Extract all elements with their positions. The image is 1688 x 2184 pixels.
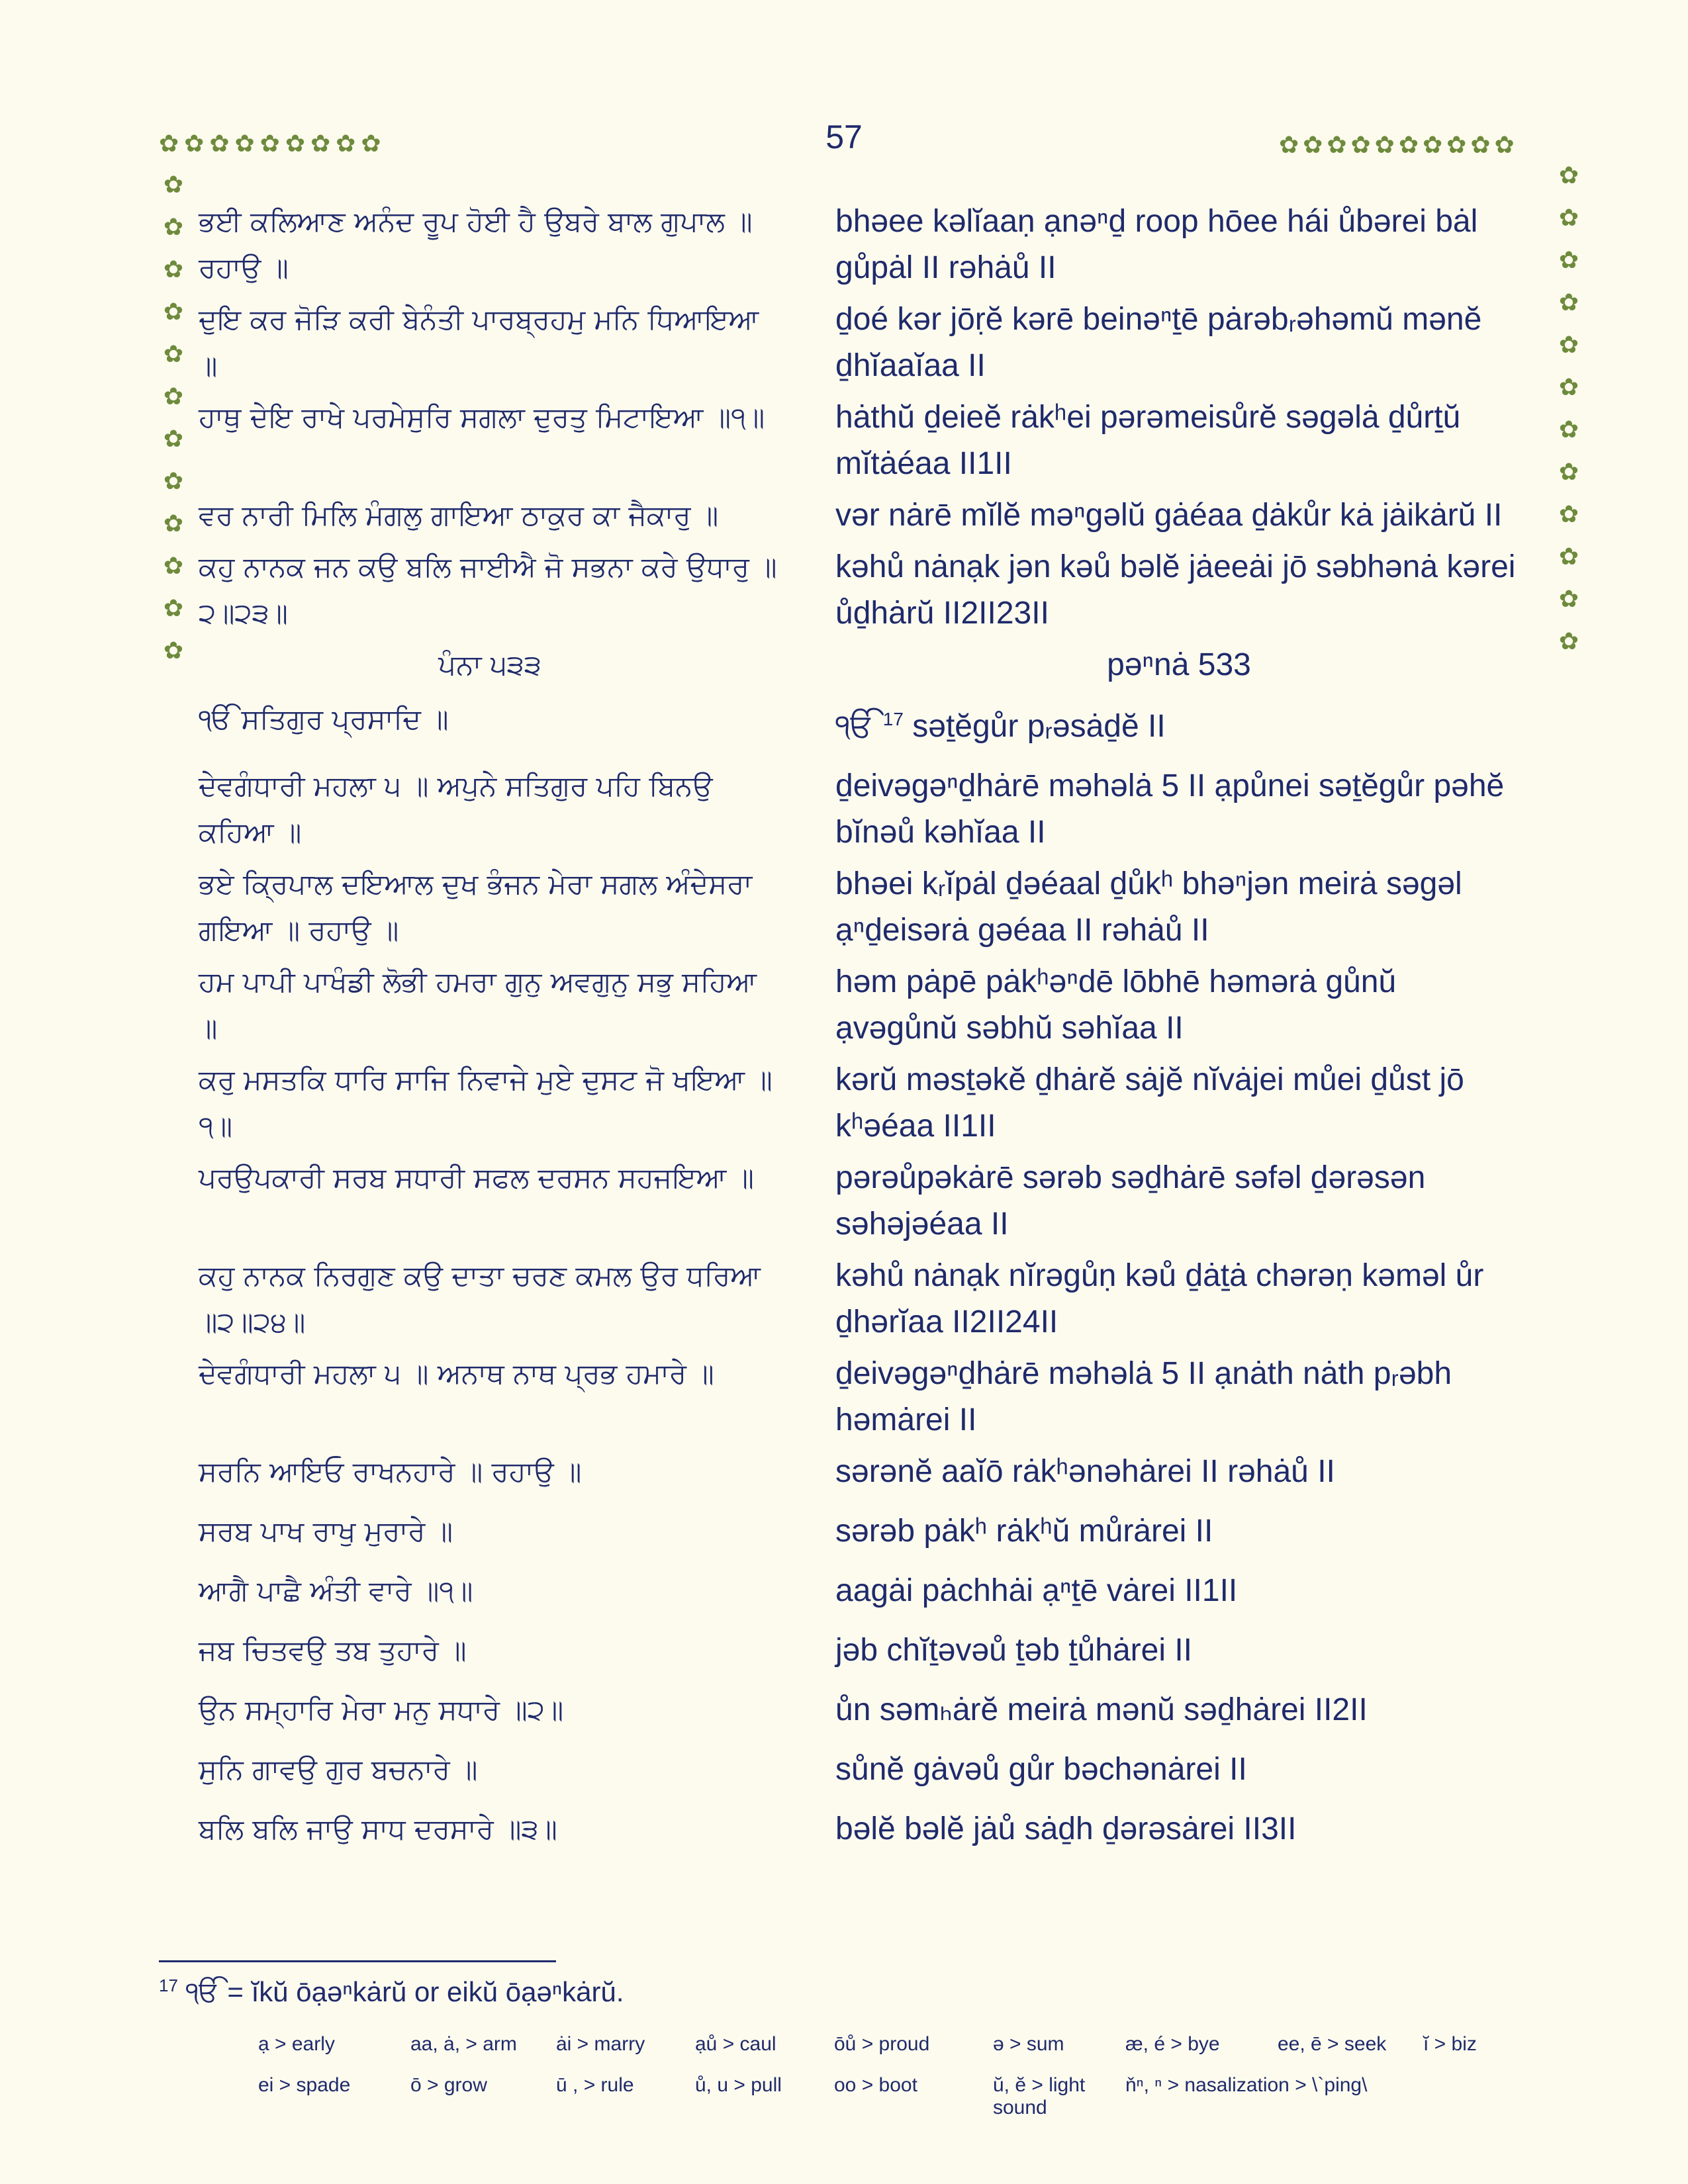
transliteration-line: aagȧi pȧchhȧi ạⁿṯē vȧrei II1II: [835, 1573, 1238, 1608]
verse-row: [199, 1687, 1529, 1733]
transliteration-line: sərəb pȧkʰ rȧkʰŭ můrȧrei II: [835, 1514, 1213, 1549]
verse-row: [199, 861, 1529, 954]
key-entry: ĭ > biz: [1423, 2033, 1477, 2055]
pronunciation-key-row-1: [258, 2033, 1516, 2056]
top-left-flower-ornament: ✿✿✿✿✿✿✿✿✿: [159, 130, 387, 158]
footnote: [159, 1976, 1549, 2009]
verse-row: [199, 763, 1529, 856]
transliteration-line: [781, 696, 1523, 750]
transliteration-line: həm pȧpē pȧkʰəⁿdē lōbhē həmərȧ gůnŭ ạvəgůnŭ səbhŭ səhĭaa II: [835, 964, 1397, 1046]
gurmukhi-line: ਹਾਥੁ ਦੇਇ ਰਾਖੇ ਪਰਮੇਸੁਰਿ ਸਗਲਾ ਦੁਰਤੁ ਮਿਟਾਇਆ ॥੧॥: [199, 401, 765, 433]
pronunciation-key-row-2: [258, 2074, 1516, 2119]
transliteration-line: sůnĕ gȧvəů gůr bəchənȧrei II: [835, 1752, 1247, 1787]
transliteration-line: ḏeivəgəⁿḏhȧrē məhəlȧ 5 II ạpůnei səṯĕgůr pəhĕ bĭnəů kəhĭaa II: [835, 768, 1505, 850]
verse-row: [199, 199, 1529, 291]
verse-row: [199, 1568, 1529, 1614]
key-entry: ŭ, ĕ > light sound: [993, 2074, 1086, 2118]
footnote-reference[interactable]: 17: [882, 709, 904, 729]
verse-row: [199, 1057, 1529, 1150]
gurmukhi-line: ਦੁਇ ਕਰ ਜੋੜਿ ਕਰੀ ਬੇਨੰਤੀ ਪਾਰਬ੍ਰਹਮੁ ਮਨਿ ਧਿਆਇਆ ॥: [199, 303, 759, 382]
verse-row: [199, 1449, 1529, 1495]
verse-row: [199, 544, 1529, 637]
transliteration-text: səṯĕgůr pᵣəsȧḏĕ II: [903, 709, 1166, 744]
transliteration-line: kəhů nȧnạk jən kəů bəlĕ jȧeeȧi jō səbhənȧ kərei ůḏhȧrŭ II2II23II: [835, 549, 1516, 631]
key-entry: ō > grow: [410, 2074, 487, 2096]
transliteration-line: bhəei kᵣĭpȧl ḏəéaal ḏůkʰ bhəⁿjən meirȧ səgəl ạⁿḏeisərȧ gəéaa II rəhȧů II: [835, 866, 1462, 948]
page-number: 57: [825, 118, 863, 156]
left-flower-border: ✿ ✿ ✿ ✿ ✿ ✿ ✿ ✿ ✿ ✿ ✿ ✿: [163, 171, 184, 664]
gurmukhi-line: ਕਰੁ ਮਸਤਕਿ ਧਾਰਿ ਸਾਜਿ ਨਿਵਾਜੇ ਮੁਏ ਦੁਸਟ ਜੋ ਖਇਆ ॥੧॥: [199, 1064, 773, 1142]
gurmukhi-line: ਬਲਿ ਬਲਿ ਜਾਉ ਸਾਧ ਦਰਸਾਰੇ ॥੩॥: [199, 1813, 557, 1845]
gurmukhi-line: ਸਰਨਿ ਆਇਓ ਰਾਖਨਹਾਰੇ ॥ ਰਹਾਉ ॥: [199, 1455, 582, 1488]
verse-row: [199, 492, 1529, 539]
transliteration-line: sərənĕ aaĭō rȧkʰənəhȧrei II rəhȧů II: [835, 1454, 1335, 1489]
right-flower-border: ✿ ✿ ✿ ✿ ✿ ✿ ✿ ✿ ✿ ✿ ✿ ✿: [1558, 162, 1579, 655]
gurmukhi-line: ਭਏ ਕ੍ਰਿਪਾਲ ਦਇਆਲ ਦੁਖ ਭੰਜਨ ਮੇਰਾ ਸਗਲ ਅੰਦੇਸਰਾ ਗਇਆ ॥ ਰਹਾਉ ॥: [199, 868, 753, 946]
gurmukhi-line: ਉਨ ਸਮ੍ਹਾਰਿ ਮੇਰਾ ਮਨੁ ਸਧਾਰੇ ॥੨॥: [199, 1694, 564, 1726]
verse-row: [199, 1627, 1529, 1674]
footnote-marker: 17: [159, 1976, 178, 1995]
verse-row: [199, 296, 1529, 389]
gurmukhi-line: ਕਹੁ ਨਾਨਕ ਜਨ ਕਉ ਬਲਿ ਜਾਈਐ ਜੋ ਸਭਨਾ ਕਰੇ ਉਧਾਰੁ ॥੨॥੨੩॥: [199, 551, 777, 629]
key-entry: ů, u > pull: [695, 2074, 782, 2096]
key-entry: aa, ȧ, > arm: [410, 2033, 517, 2055]
key-entry: ạů > caul: [695, 2033, 776, 2055]
key-entry: ei > spade: [258, 2074, 351, 2096]
verse-row: [199, 1508, 1529, 1555]
gurmukhi-line: ਜਬ ਚਿਤਵਉ ਤਬ ਤੁਹਾਰੇ ॥: [199, 1634, 467, 1666]
key-entry: ňⁿ, ⁿ > nasalization > \`ping\: [1125, 2074, 1368, 2096]
footnote-divider: [159, 1960, 556, 1962]
gurmukhi-line: ਆਗੈ ਪਾਛੈ ਅੰਤੀ ਵਾਰੇ ॥੧॥: [199, 1574, 473, 1607]
gurmukhi-line: ਭਈ ਕਲਿਆਣ ਅਨੰਦ ਰੂਪ ਹੋਈ ਹੈ ਉਬਰੇ ਬਾਲ ਗੁਪਾਲ ॥ ਰਹਾਉ ॥: [199, 205, 753, 284]
verse-content: [199, 199, 1529, 1866]
panna-transliteration: pəⁿnȧ 533: [1107, 647, 1251, 682]
gurmukhi-line: ਸਰਬ ਪਾਖ ਰਾਖੁ ਮੁਰਾਰੇ ॥: [199, 1515, 453, 1547]
transliteration-line: hȧthŭ ḏeieĕ rȧkʰei pərəmeisůrĕ səgəlȧ ḏůrṯŭ mĭtȧéaa II1II: [835, 400, 1461, 481]
ik-onkar-symbol: ੴ: [835, 709, 874, 744]
gurmukhi-line: ਦੇਵਗੰਧਾਰੀ ਮਹਲਾ ੫ ॥ ਅਪੁਨੇ ਸਤਿਗੁਰ ਪਹਿ ਬਿਨਉ ਕਹਿਆ ॥: [199, 770, 713, 848]
key-entry: ōů > proud: [834, 2033, 930, 2055]
verse-row: [199, 696, 1529, 750]
key-entry: ū , > rule: [556, 2074, 634, 2096]
transliteration-line: ůn səmₕȧrĕ meirȧ mənŭ səḏhȧrei II2II: [835, 1692, 1368, 1727]
key-entry: ə > sum: [993, 2033, 1064, 2055]
page-marker-row: [199, 642, 1529, 688]
transliteration-line: pərəůpəkȧrē sərəb səḏhȧrē səfəl ḏərəsən səhəjəéaa II: [835, 1160, 1426, 1242]
transliteration-line: ḏeivəgəⁿḏhȧrē məhəlȧ 5 II ạnȧth nȧth pᵣəbh həmȧrei II: [835, 1356, 1452, 1437]
verse-row: [199, 1253, 1529, 1345]
verse-row: [199, 1155, 1529, 1248]
verse-row: [199, 394, 1529, 487]
key-entry: ee, ē > seek: [1278, 2033, 1387, 2055]
key-entry: ȧi > marry: [556, 2033, 645, 2055]
gurmukhi-line: ਸੁਨਿ ਗਾਵਉ ਗੁਰ ਬਚਨਾਰੇ ॥: [199, 1753, 478, 1786]
footnote-text: ੴ = ĭkŭ ōạəⁿkȧrŭ or eikŭ ōạəⁿkȧrŭ.: [185, 1976, 624, 2007]
top-right-flower-ornament: ✿✿✿✿✿✿✿✿✿✿: [1279, 132, 1519, 159]
key-entry: æ, é > bye: [1125, 2033, 1220, 2055]
gurmukhi-line: ਦੇਵਗੰਧਾਰੀ ਮਹਲਾ ੫ ॥ ਅਨਾਥ ਨਾਥ ਪ੍ਰਭ ਹਮਾਰੇ ॥: [199, 1357, 714, 1390]
gurmukhi-line: ਕਹੁ ਨਾਨਕ ਨਿਰਗੁਣ ਕਉ ਦਾਤਾ ਚਰਣ ਕਮਲ ਉਰ ਧਰਿਆ ॥੨॥੨੪॥: [199, 1259, 761, 1338]
transliteration-line: vər nȧrē mĭlĕ məⁿgəlŭ gȧéaa ḏȧkůr kȧ jȧikȧrŭ II: [835, 498, 1503, 533]
verse-row: [199, 1806, 1529, 1852]
verse-row: [199, 1747, 1529, 1793]
key-entry: ạ > early: [258, 2033, 335, 2055]
transliteration-line: bəlĕ bəlĕ jȧů sȧḏh ḏərəsȧrei II3II: [835, 1811, 1297, 1846]
gurmukhi-line: ਹਮ ਪਾਪੀ ਪਾਖੰਡੀ ਲੋਭੀ ਹਮਰਾ ਗੁਨੁ ਅਵਗੁਨੁ ਸਭੁ ਸਹਿਆ ॥: [199, 966, 757, 1044]
panna-gurmukhi: ਪੰਨਾ ੫੩੩: [438, 649, 541, 681]
transliteration-line: ḏoé kər jōṛĕ kərē beinəⁿṯē pȧrəbᵣəhəmŭ mənĕ ḏhĭaaĭaa II: [835, 302, 1482, 383]
transliteration-line: kərŭ məsṯəkĕ ḏhȧrĕ sȧjĕ nĭvȧjei můei ḏůst jō kʰəéaa II1II: [835, 1062, 1464, 1144]
verse-row: [199, 959, 1529, 1052]
verse-row: [199, 1351, 1529, 1443]
key-entry: oo > boot: [834, 2074, 917, 2096]
gurmukhi-line: ਪਰਉਪਕਾਰੀ ਸਰਬ ਸਧਾਰੀ ਸਫਲ ਦਰਸਨ ਸਹਜਇਆ ॥: [199, 1161, 754, 1194]
transliteration-line: bhəee kəlĭaaṇ ạnəⁿḏ roop hōee hái ůbərei bȧl gůpȧl II rəhȧů II: [835, 204, 1478, 285]
gurmukhi-line: ੴ ਸਤਿਗੁਰ ਪ੍ਰਸਾਦਿ ॥: [199, 703, 449, 735]
transliteration-line: kəhů nȧnạk nĭrəgůṇ kəů ḏȧṯȧ chərəṇ kəməl ůr ḏhərĭaa II2II24II: [835, 1258, 1484, 1340]
gurmukhi-line: ਵਰ ਨਾਰੀ ਮਿਲਿ ਮੰਗਲੁ ਗਾਇਆ ਠਾਕੁਰ ਕਾ ਜੈਕਾਰੁ ॥: [199, 499, 719, 531]
transliteration-line: jəb chĭṯəvəů ṯəb ṯůhȧrei II: [835, 1633, 1193, 1668]
